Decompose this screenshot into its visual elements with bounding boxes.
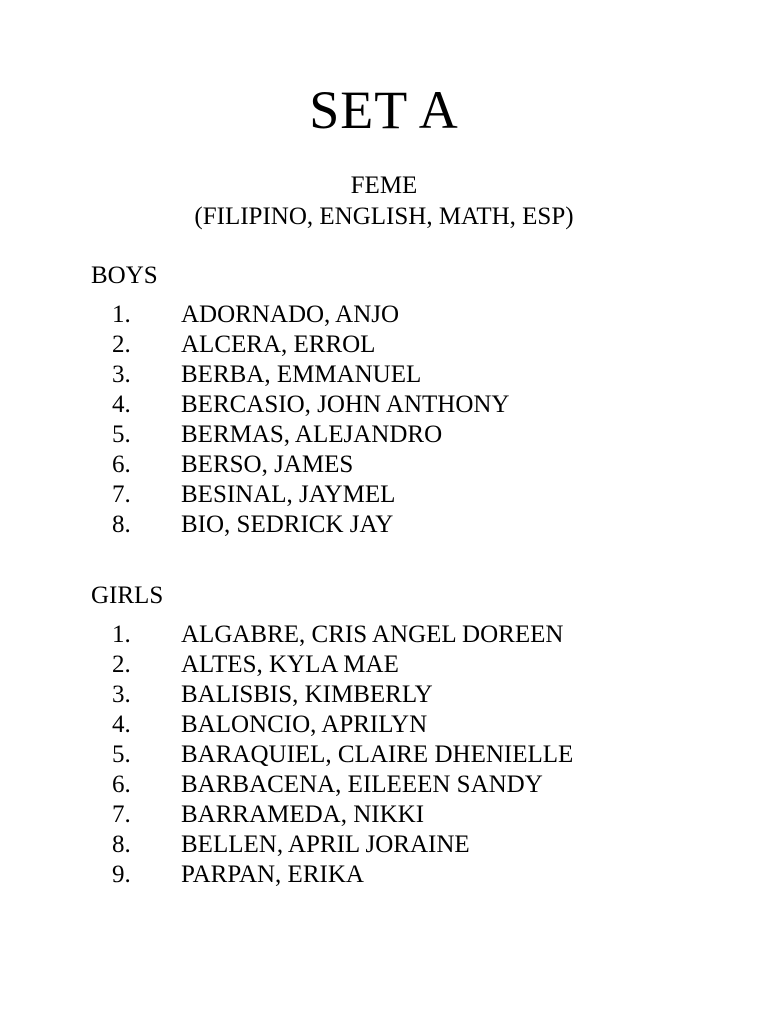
- item-number: 2.: [112, 331, 131, 358]
- student-name: BIO, SEDRICK JAY: [181, 511, 394, 538]
- subject-list: (FILIPINO, ENGLISH, MATH, ESP): [194, 203, 574, 230]
- item-number: 8.: [112, 831, 131, 858]
- girls-section-heading: GIRLS: [91, 582, 164, 609]
- list-item: [0, 740, 768, 770]
- item-number: 6.: [112, 451, 131, 478]
- item-number: 4.: [112, 391, 131, 418]
- list-item: [0, 390, 768, 420]
- girls-list: [0, 620, 768, 890]
- student-name: ALCERA, ERROL: [181, 331, 376, 358]
- item-number: 3.: [112, 361, 131, 388]
- student-name: BERMAS, ALEJANDRO: [181, 421, 443, 448]
- student-name: BARBACENA, EILEEEN SANDY: [181, 771, 543, 798]
- list-item: [0, 800, 768, 830]
- list-item: [0, 620, 768, 650]
- boys-section-heading: BOYS: [91, 262, 158, 289]
- student-name: BERBA, EMMANUEL: [181, 361, 422, 388]
- student-name: BERSO, JAMES: [181, 451, 354, 478]
- boys-list: [0, 300, 768, 540]
- item-number: 7.: [112, 801, 131, 828]
- student-name: PARPAN, ERIKA: [181, 861, 364, 888]
- item-number: 1.: [112, 621, 131, 648]
- list-item: [0, 300, 768, 330]
- item-number: 1.: [112, 301, 131, 328]
- list-item: [0, 360, 768, 390]
- item-number: 8.: [112, 511, 131, 538]
- student-name: BARRAMEDA, NIKKI: [181, 801, 425, 828]
- document-title: SET A: [309, 80, 459, 140]
- item-number: 6.: [112, 771, 131, 798]
- item-number: 5.: [112, 741, 131, 768]
- list-item: [0, 830, 768, 860]
- student-name: BELLEN, APRIL JORAINE: [181, 831, 470, 858]
- student-name: ALTES, KYLA MAE: [181, 651, 399, 678]
- student-name: BESINAL, JAYMEL: [181, 481, 396, 508]
- item-number: 4.: [112, 711, 131, 738]
- item-number: 9.: [112, 861, 131, 888]
- list-item: [0, 770, 768, 800]
- student-name: BALISBIS, KIMBERLY: [181, 681, 433, 708]
- list-item: [0, 330, 768, 360]
- student-name: ALGABRE, CRIS ANGEL DOREEN: [181, 621, 564, 648]
- list-item: [0, 510, 768, 540]
- item-number: 7.: [112, 481, 131, 508]
- student-name: BERCASIO, JOHN ANTHONY: [181, 391, 510, 418]
- student-name: ADORNADO, ANJO: [181, 301, 400, 328]
- list-item: [0, 710, 768, 740]
- student-name: BALONCIO, APRILYN: [181, 711, 428, 738]
- list-item: [0, 680, 768, 710]
- subject-group-code: FEME: [350, 172, 418, 199]
- list-item: [0, 860, 768, 890]
- student-name: BARAQUIEL, CLAIRE DHENIELLE: [181, 741, 574, 768]
- list-item: [0, 420, 768, 450]
- list-item: [0, 650, 768, 680]
- item-number: 5.: [112, 421, 131, 448]
- item-number: 3.: [112, 681, 131, 708]
- list-item: [0, 450, 768, 480]
- list-item: [0, 480, 768, 510]
- item-number: 2.: [112, 651, 131, 678]
